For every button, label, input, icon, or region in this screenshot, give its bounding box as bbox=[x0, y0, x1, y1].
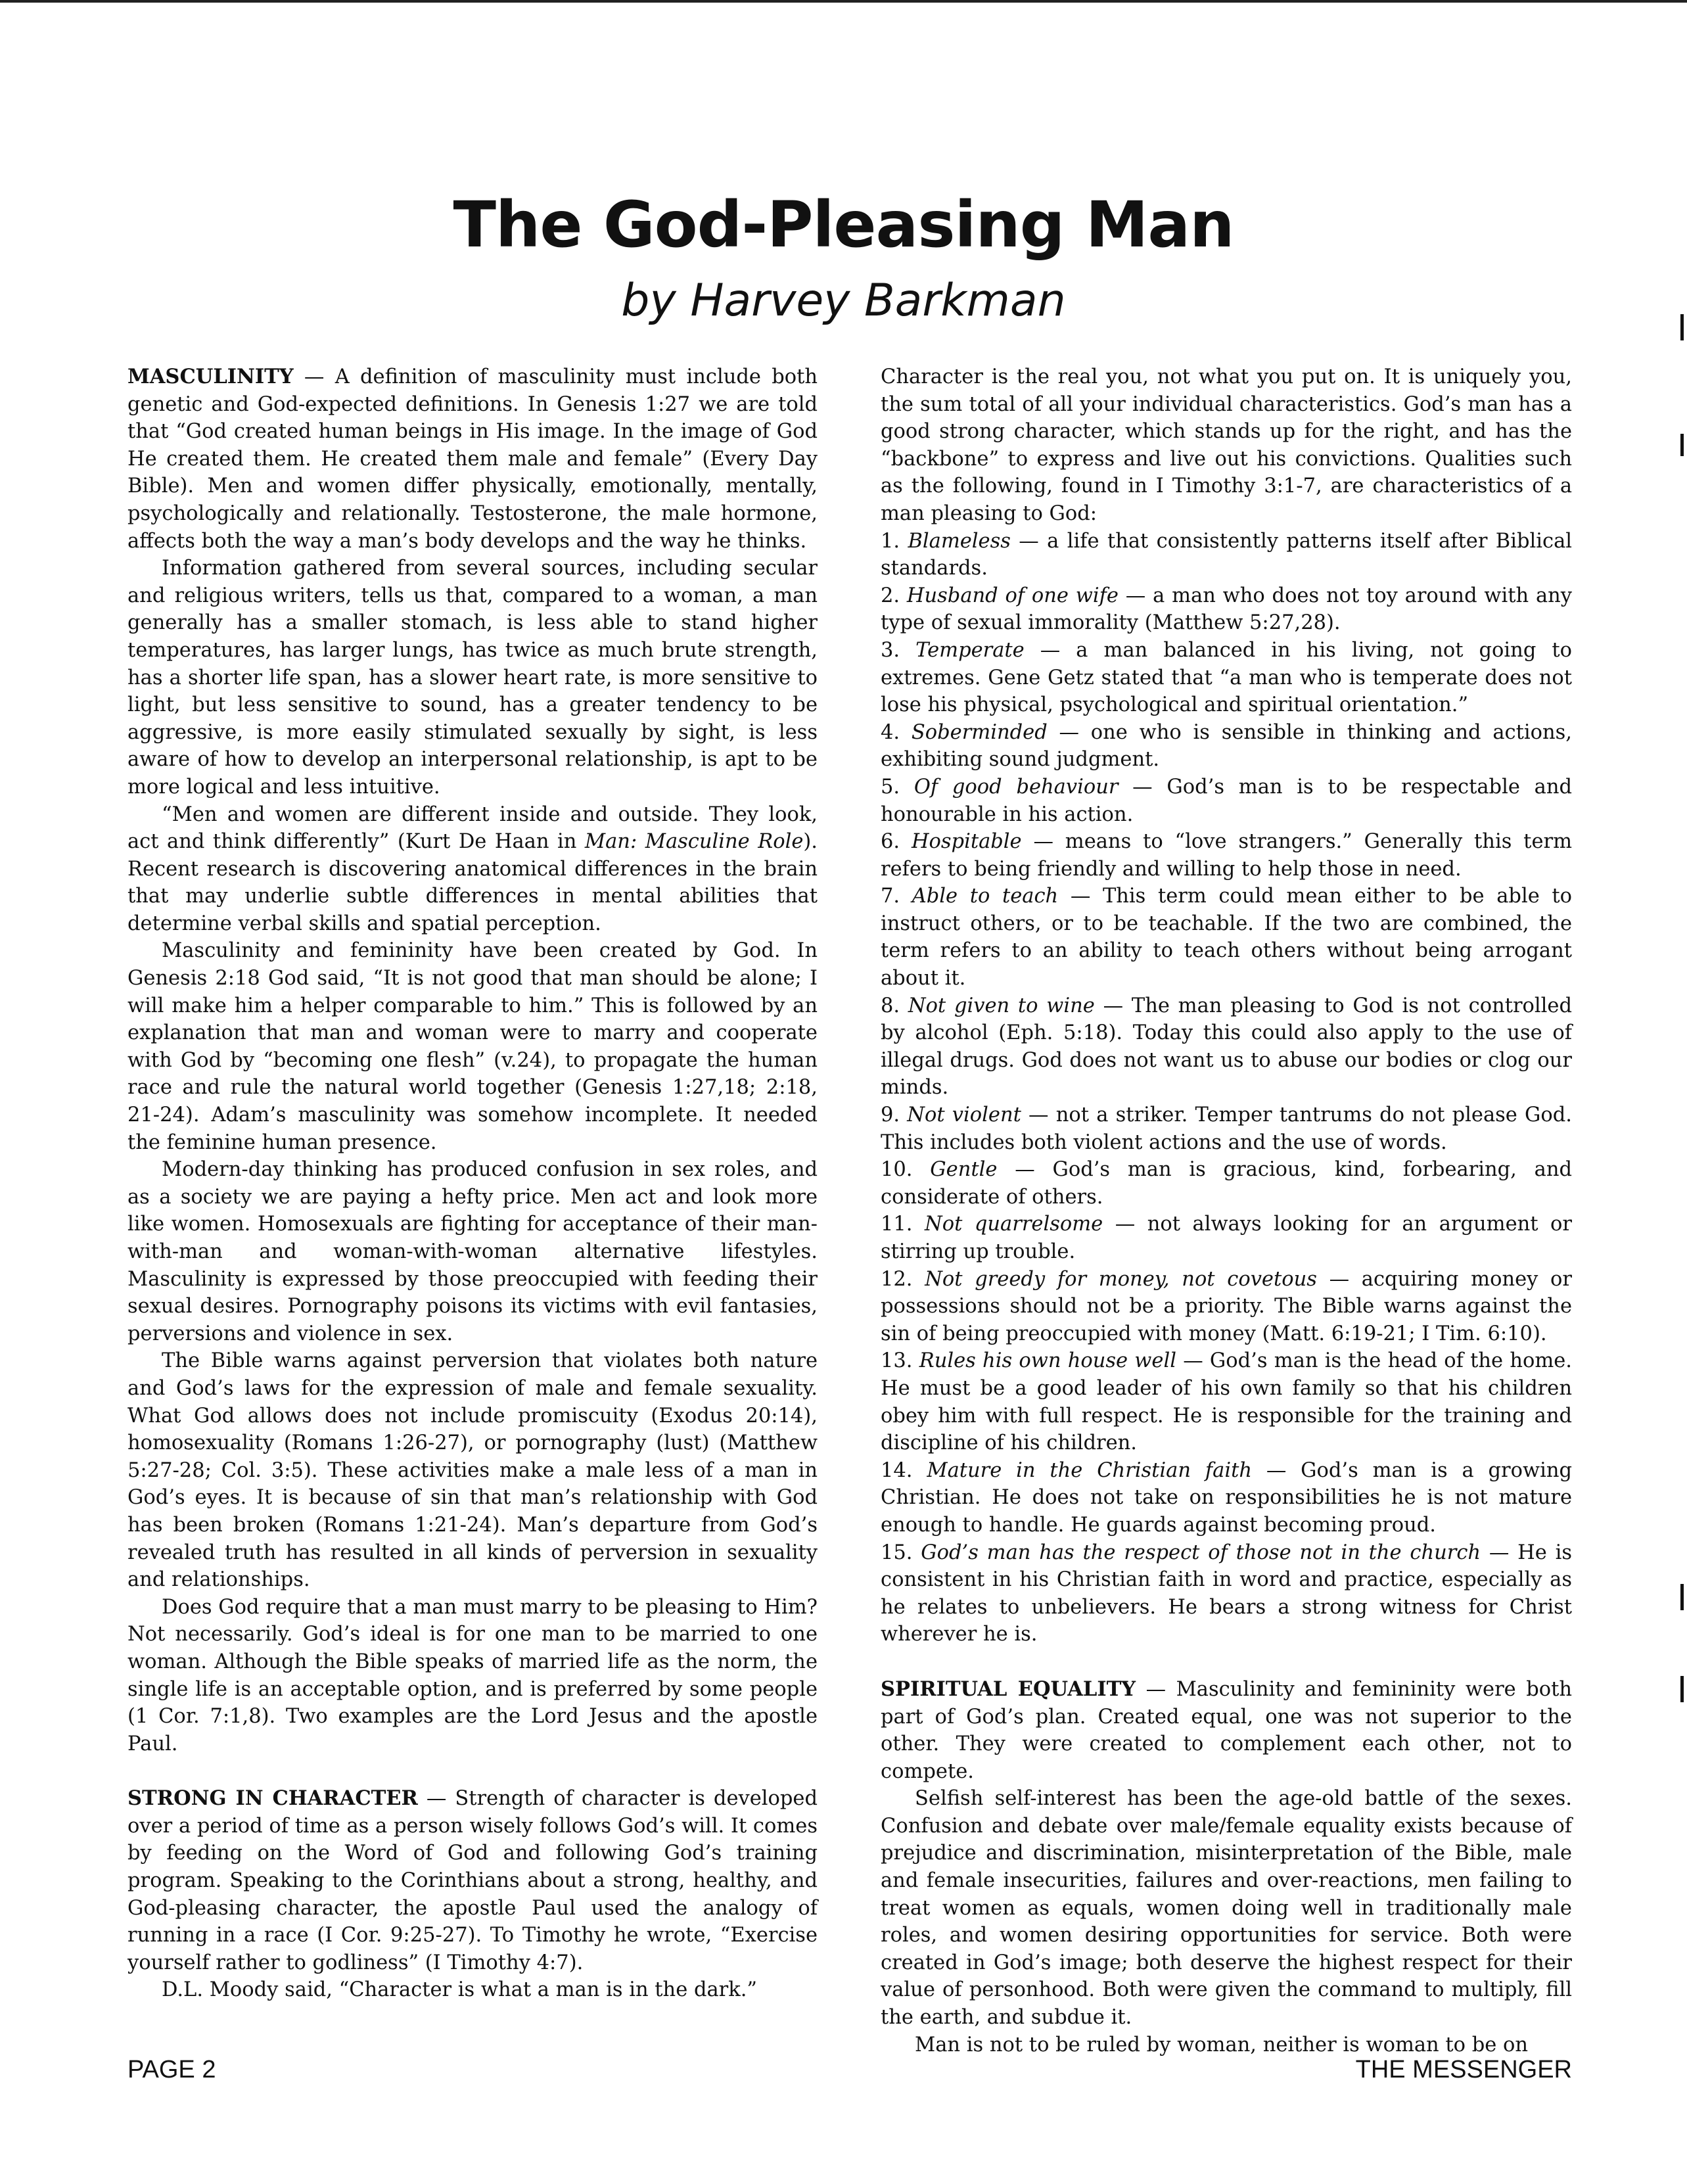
article-title: The God-Pleasing Man bbox=[453, 188, 1234, 262]
list-item bbox=[881, 637, 1572, 719]
list-item bbox=[881, 1539, 1572, 1648]
left-column bbox=[127, 363, 818, 2004]
scan-edge-mark bbox=[1680, 434, 1684, 456]
item-term: Hospitable bbox=[911, 830, 1022, 854]
paragraph-text: — A definition of masculinity must include both genetic and God-expected definitions. In Genesis 1:27 we are told that “God created human beings in His image. In the image of God He created them. He created them male and female” (Every Day Bible). Men and women differ physically, emotionally, mentally, psychologically and relationally. Testosterone, the male hormone, affects both the way a man’s body develops and the way he thinks. bbox=[127, 365, 818, 553]
list-item bbox=[881, 719, 1572, 774]
item-number: 1. bbox=[881, 529, 908, 553]
paragraph bbox=[881, 1676, 1572, 1785]
paragraph: Selfish self-interest has been the age-old battle of the sexes. Confusion and debate over male/female equality exists because of prejudice and discrimination, misinterpretation of the Bible, male and female insecurities, failures and over-reactions, men failing to treat women as equals, women doing well in traditionally male roles, and women desiring opportunities for service. Both were created in God’s image; both deserve the highest respect for their value of personhood. Both were given the command to multiply, fill the earth, and subdue it. bbox=[881, 1787, 1572, 2030]
paragraph: Character is the real you, not what you put on. It is uniquely you, the sum total of all your individual characteristics. God’s man has a good strong character, which stands up for the right, and has the “backbone” to express and live out his convictions. Qualities such as the following, found in I Timothy 3:1-7, are characteristics of a man pleasing to God: bbox=[881, 365, 1572, 525]
paragraph bbox=[127, 363, 818, 555]
item-term: Temperate bbox=[915, 638, 1025, 662]
paragraph-text: — Masculinity and femininity were both part of God’s plan. Created equal, one was not superior to the other. They were created to complement each other, not to compete. bbox=[881, 1677, 1573, 1783]
item-text: — acquiring money or possessions should not be a priority. The Bible warns against the sin of being preoccupied with money (Matt. 6:19-21; I Tim. 6:10). bbox=[881, 1267, 1573, 1345]
item-number: 12. bbox=[881, 1267, 925, 1291]
item-text: — a man balanced in his living, not going to extremes. Gene Getz stated that “a man who is temperate does not lose his physical, psychological and spiritual orientation.” bbox=[881, 638, 1572, 717]
item-term: Mature in the Christian faith bbox=[927, 1458, 1252, 1482]
item-number: 5. bbox=[881, 775, 914, 799]
item-text: — He is consistent in his Christian faith in word and practice, especially as he relates to unbelievers. He bears a strong witness for Christ wherever he is. bbox=[881, 1541, 1573, 1646]
list-item bbox=[881, 992, 1572, 1102]
list-item bbox=[881, 883, 1572, 992]
scan-edge-mark bbox=[1680, 1676, 1684, 1702]
item-text: — one who is sensible in thinking and actions, exhibiting sound judgment. bbox=[881, 720, 1572, 772]
item-number: 9. bbox=[881, 1104, 908, 1127]
scan-edge-mark bbox=[1680, 1584, 1684, 1610]
item-term: Rules his own house well bbox=[919, 1349, 1176, 1373]
item-number: 15. bbox=[881, 1541, 921, 1564]
item-number: 4. bbox=[881, 720, 912, 744]
item-number: 11. bbox=[881, 1213, 925, 1236]
item-number: 6. bbox=[881, 830, 912, 854]
item-number: 14. bbox=[881, 1458, 927, 1482]
paragraph: The Bible warns against perversion that violates both nature and God’s laws for the expression of male and female sexuality. What God allows does not include promiscuity (Exodus 20:14), homosexuality (Romans 1:26-27), or pornography (lust) (Matthew 5:27-28; Col. 3:5). These activities make a male less of a man in God’s eyes. It is because of sin that man’s relationship with God has been broken (Romans 1:21-24). Man’s departure from God’s revealed truth has resulted in all kinds of perversion in sexuality and relationships. bbox=[127, 1349, 818, 1592]
item-term: Husband of one wife bbox=[906, 584, 1119, 607]
list-item bbox=[881, 1266, 1572, 1348]
right-column bbox=[881, 363, 1572, 2058]
list-item bbox=[881, 774, 1572, 828]
item-number: 3. bbox=[881, 638, 916, 662]
list-item bbox=[881, 582, 1572, 637]
book-title: Man: Masculine Role bbox=[584, 830, 804, 854]
paragraph bbox=[127, 801, 818, 938]
paragraph: D.L. Moody said, “Character is what a man is in the dark.” bbox=[162, 1978, 758, 2002]
item-text: — God’s man is a growing Christian. He does not take on responsibilities he is not mature enough to handle. He guards against becoming proud. bbox=[881, 1458, 1572, 1537]
article-byline: by Harvey Barkman bbox=[621, 275, 1066, 327]
qualities-list bbox=[881, 528, 1572, 1648]
item-term: Able to teach bbox=[912, 885, 1059, 908]
top-border-line bbox=[0, 0, 1687, 3]
list-item bbox=[881, 1211, 1572, 1265]
paragraph-text: ). Recent research is discovering anatomical differences in the brain that may underlie subtle differences in mental abilities that determine verbal skills and spatial perception. bbox=[127, 830, 818, 935]
item-number: 7. bbox=[881, 885, 912, 908]
item-term: Soberminded bbox=[911, 720, 1048, 744]
item-term: Not quarrelsome bbox=[925, 1213, 1103, 1236]
item-term: Gentle bbox=[930, 1158, 998, 1182]
paragraph: Information gathered from several sources, including secular and religious writers, tells us that, compared to a woman, a man generally has a smaller stomach, is less able to stand higher temperatures, has larger lungs, has twice as much brute strength, has a shorter life span, has a slower heart rate, is more sensitive to light, but less sensitive to sound, has a greater tendency to be aggressive, is more easily stimulated sexually by sight, is less aware of how to develop an interpersonal relationship, is apt to be more logical and less intuitive. bbox=[127, 557, 818, 799]
item-text: — The man pleasing to God is not controlled by alcohol (Eph. 5:18). Today this could also apply to the use of illegal drugs. God does not want us to abuse our bodies or clog our minds. bbox=[881, 994, 1573, 1100]
list-item bbox=[881, 528, 1572, 582]
section-heading: SPIRITUAL EQUALITY bbox=[881, 1677, 1136, 1701]
item-term: Not given to wine bbox=[908, 994, 1095, 1017]
item-term: Not violent bbox=[907, 1104, 1021, 1127]
list-item bbox=[881, 1457, 1572, 1539]
item-text: — not a striker. Temper tantrums do not please God. This includes both violent actions and the use of words. bbox=[881, 1104, 1572, 1154]
list-item bbox=[881, 1156, 1572, 1211]
item-term: Blameless bbox=[908, 529, 1011, 553]
paragraph: Modern-day thinking has produced confusion in sex roles, and as a society we are paying a hefty price. Men act and look more like women. Homosexuals are fighting for acceptance of their man-with-man and woman-with-woman alternative lifestyles. Masculinity is expressed by those preoccupied with feeding their sexual desires. Pornography poisons its victims with evil fantasies, perversions and violence in sex. bbox=[127, 1158, 818, 1345]
publication-name: THE MESSENGER bbox=[1355, 2056, 1572, 2083]
item-text: — This term could mean either to be able to instruct others, or to be teachable. If the two are combined, the term refers to an ability to teach others without being arrogant about it. bbox=[881, 885, 1572, 990]
item-number: 2. bbox=[881, 584, 907, 607]
item-number: 13. bbox=[881, 1349, 919, 1373]
item-text: — a life that consistently patterns itself after Biblical standards. bbox=[881, 529, 1573, 580]
section-heading: STRONG IN CHARACTER bbox=[127, 1786, 418, 1811]
item-text: — not always looking for an argument or stirring up trouble. bbox=[881, 1213, 1572, 1263]
item-number: 8. bbox=[881, 994, 908, 1017]
paragraph bbox=[127, 1785, 818, 1976]
item-text: — God’s man is the head of the home. He must be a good leader of his own family so that his children obey him with full respect. He is responsible for the training and discipline of his children. bbox=[881, 1349, 1572, 1455]
item-text: — God’s man is gracious, kind, forbearing, and considerate of others. bbox=[881, 1158, 1573, 1209]
item-term: Of good behaviour bbox=[913, 775, 1119, 799]
paragraph-text: “Men and women are different inside and outside. They look, act and think differently” (Kurt De Haan in bbox=[127, 802, 818, 854]
item-term: Not greedy for money, not covetous bbox=[925, 1267, 1317, 1291]
paragraph: Man is not to be ruled by woman, neither is woman to be on bbox=[915, 2033, 1528, 2056]
paragraph: Masculinity and femininity have been created by God. In Genesis 2:18 God said, “It is not good that man should be alone; I will make him a helper comparable to him.” This is followed by an explanation that man and woman were to marry and cooperate with God by “becoming one flesh” (v.24), to propagate the human race and rule the natural world together (Genesis 1:27,18; 2:18, 21-24). Adam’s masculinity was somehow incomplete. It needed the feminine human presence. bbox=[127, 939, 818, 1154]
item-text: — God’s man is to be respectable and honourable in his action. bbox=[881, 775, 1572, 826]
item-term: God’s man has the respect of those not in the church bbox=[921, 1541, 1481, 1564]
list-item bbox=[881, 1102, 1572, 1156]
list-item bbox=[881, 828, 1572, 883]
item-text: — means to “love strangers.” Generally this term refers to being friendly and willing to help those in need. bbox=[881, 830, 1572, 881]
item-number: 10. bbox=[881, 1158, 931, 1182]
list-item bbox=[881, 1347, 1572, 1456]
page-number: PAGE 2 bbox=[127, 2056, 216, 2083]
section-heading: MASCULINITY bbox=[127, 365, 294, 388]
paragraph-text: — Strength of character is developed over a period of time as a person wisely follows God’s will. It comes by feeding on the Word of God and following God’s training program. Speaking to the Corinthians about a strong, healthy, and God-pleasing character, the apostle Paul used the analogy of running in a race (I Cor. 9:25-27). To Timothy he wrote, “Exercise yourself rather to godliness” (I Timothy 4:7). bbox=[127, 1787, 818, 1974]
item-text: — a man who does not toy around with any type of sexual immorality (Matthew 5:27,28). bbox=[881, 584, 1573, 635]
paragraph: Does God require that a man must marry to be pleasing to Him? Not necessarily. God’s ideal is for one man to be married to one woman. Although the Bible speaks of married life as the norm, the single life is an acceptable option, and is preferred by some people (1 Cor. 7:1,8). Two examples are the Lord Jesus and the apostle Paul. bbox=[127, 1595, 818, 1755]
